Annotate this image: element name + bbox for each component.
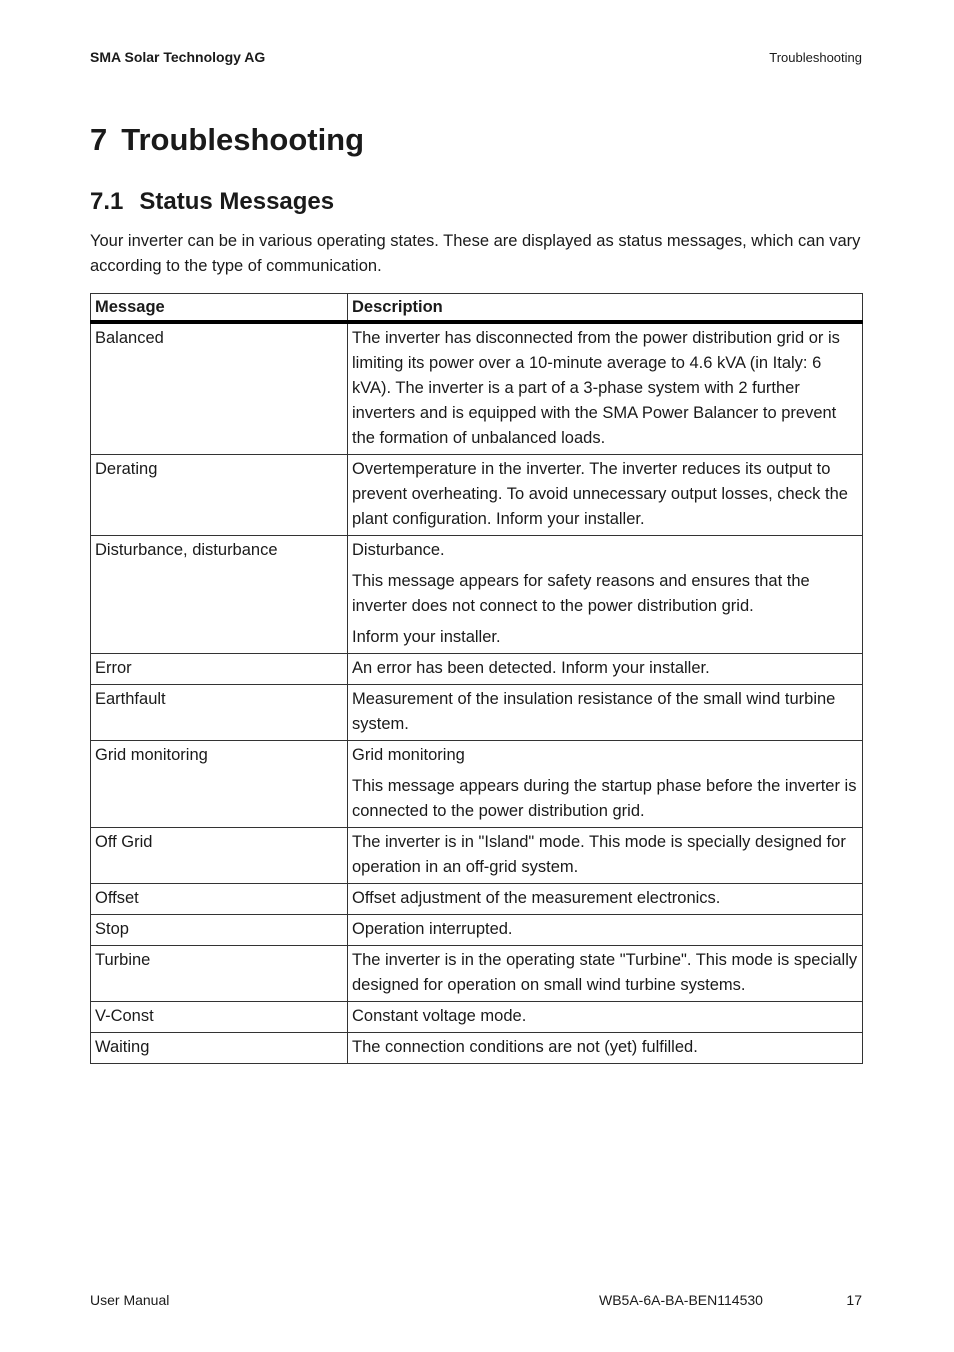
- header-company: SMA Solar Technology AG: [90, 49, 266, 65]
- chapter-title: [90, 122, 364, 158]
- message-cell: Waiting: [91, 1033, 348, 1064]
- description-paragraph: Constant voltage mode.: [352, 1007, 527, 1025]
- description-paragraph: The connection conditions are not (yet) fulfilled.: [352, 1038, 698, 1056]
- description-paragraph: Offset adjustment of the measurement electronics.: [352, 889, 721, 907]
- description-paragraph: Overtemperature in the inverter. The inverter reduces its output to prevent overheating. To avoid unnecessary output losses, check the plant configuration. Inform your installer.: [352, 460, 848, 528]
- message-cell: Error: [91, 654, 348, 685]
- chapter-number: 7: [90, 122, 108, 157]
- message-cell: Earthfault: [91, 685, 348, 741]
- description-paragraph: The inverter has disconnected from the power distribution grid or is limiting its power over a 10-minute average to 4.6 kVA (in Italy: 6 kVA). The inverter is a part of a 3-phase system with 2 further inverters and is equipped with the SMA Power Balancer to prevent the formation of unbalanced loads.: [352, 329, 840, 447]
- table-row: [91, 455, 863, 536]
- description-paragraph: This message appears during the startup phase before the inverter is connected to the power distribution grid.: [352, 777, 857, 820]
- footer-doc-id: WB5A-6A-BA-BEN114530: [599, 1292, 763, 1308]
- chapter-title-text: Troubleshooting: [121, 122, 365, 157]
- footer-left: User Manual: [90, 1292, 170, 1308]
- table-row: [91, 322, 863, 455]
- description-paragraph: The inverter is in the operating state "Turbine". This mode is specially designed for operation on small wind turbine systems.: [352, 951, 858, 994]
- description-cell: [348, 322, 863, 455]
- table-row: [91, 946, 863, 1002]
- description-paragraph: The inverter is in "Island" mode. This mode is specially designed for operation in an off-grid system.: [352, 833, 846, 876]
- header-message: Message: [91, 294, 348, 323]
- description-cell: [348, 1002, 863, 1033]
- description-cell: [348, 1033, 863, 1064]
- table-row: [91, 685, 863, 741]
- table-row: [91, 915, 863, 946]
- table-row: [91, 828, 863, 884]
- message-cell: Off Grid: [91, 828, 348, 884]
- message-cell: Disturbance, disturbance: [91, 536, 348, 654]
- section-number: 7.1: [90, 188, 124, 215]
- description-paragraph: Inform your installer.: [352, 628, 501, 646]
- table-row: [91, 741, 863, 828]
- header-section: Troubleshooting: [769, 50, 862, 65]
- table-body: [91, 322, 863, 1064]
- message-cell: Grid monitoring: [91, 741, 348, 828]
- description-paragraph: This message appears for safety reasons and ensures that the inverter does not connect to the power distribution grid.: [352, 572, 810, 615]
- description-cell: [348, 536, 863, 654]
- description-cell: [348, 455, 863, 536]
- description-cell: [348, 884, 863, 915]
- header-description: Description: [348, 294, 863, 323]
- message-cell: Derating: [91, 455, 348, 536]
- intro-paragraph: Your inverter can be in various operating states. These are displayed as status messages, which can vary according to the type of communication.: [90, 232, 861, 275]
- footer-page-number: 17: [846, 1292, 862, 1308]
- description-paragraph: An error has been detected. Inform your installer.: [352, 659, 710, 677]
- message-cell: Offset: [91, 884, 348, 915]
- description-paragraph: Operation interrupted.: [352, 920, 513, 938]
- status-messages-table: [90, 293, 863, 1064]
- description-cell: [348, 741, 863, 828]
- table-row: [91, 884, 863, 915]
- table-row: [91, 654, 863, 685]
- description-cell: [348, 828, 863, 884]
- description-paragraph: Disturbance.: [352, 541, 445, 559]
- description-cell: [348, 685, 863, 741]
- message-cell: Balanced: [91, 322, 348, 455]
- message-cell: Turbine: [91, 946, 348, 1002]
- description-cell: [348, 654, 863, 685]
- table-header-row: [91, 294, 863, 323]
- section-title: [90, 188, 334, 216]
- description-cell: [348, 946, 863, 1002]
- message-cell: V-Const: [91, 1002, 348, 1033]
- message-cell: Stop: [91, 915, 348, 946]
- description-paragraph: Grid monitoring: [352, 746, 465, 764]
- description-paragraph: Measurement of the insulation resistance of the small wind turbine system.: [352, 690, 836, 733]
- description-cell: [348, 915, 863, 946]
- section-title-text: Status Messages: [139, 188, 335, 215]
- table-row: [91, 536, 863, 654]
- table-row: [91, 1033, 863, 1064]
- table-row: [91, 1002, 863, 1033]
